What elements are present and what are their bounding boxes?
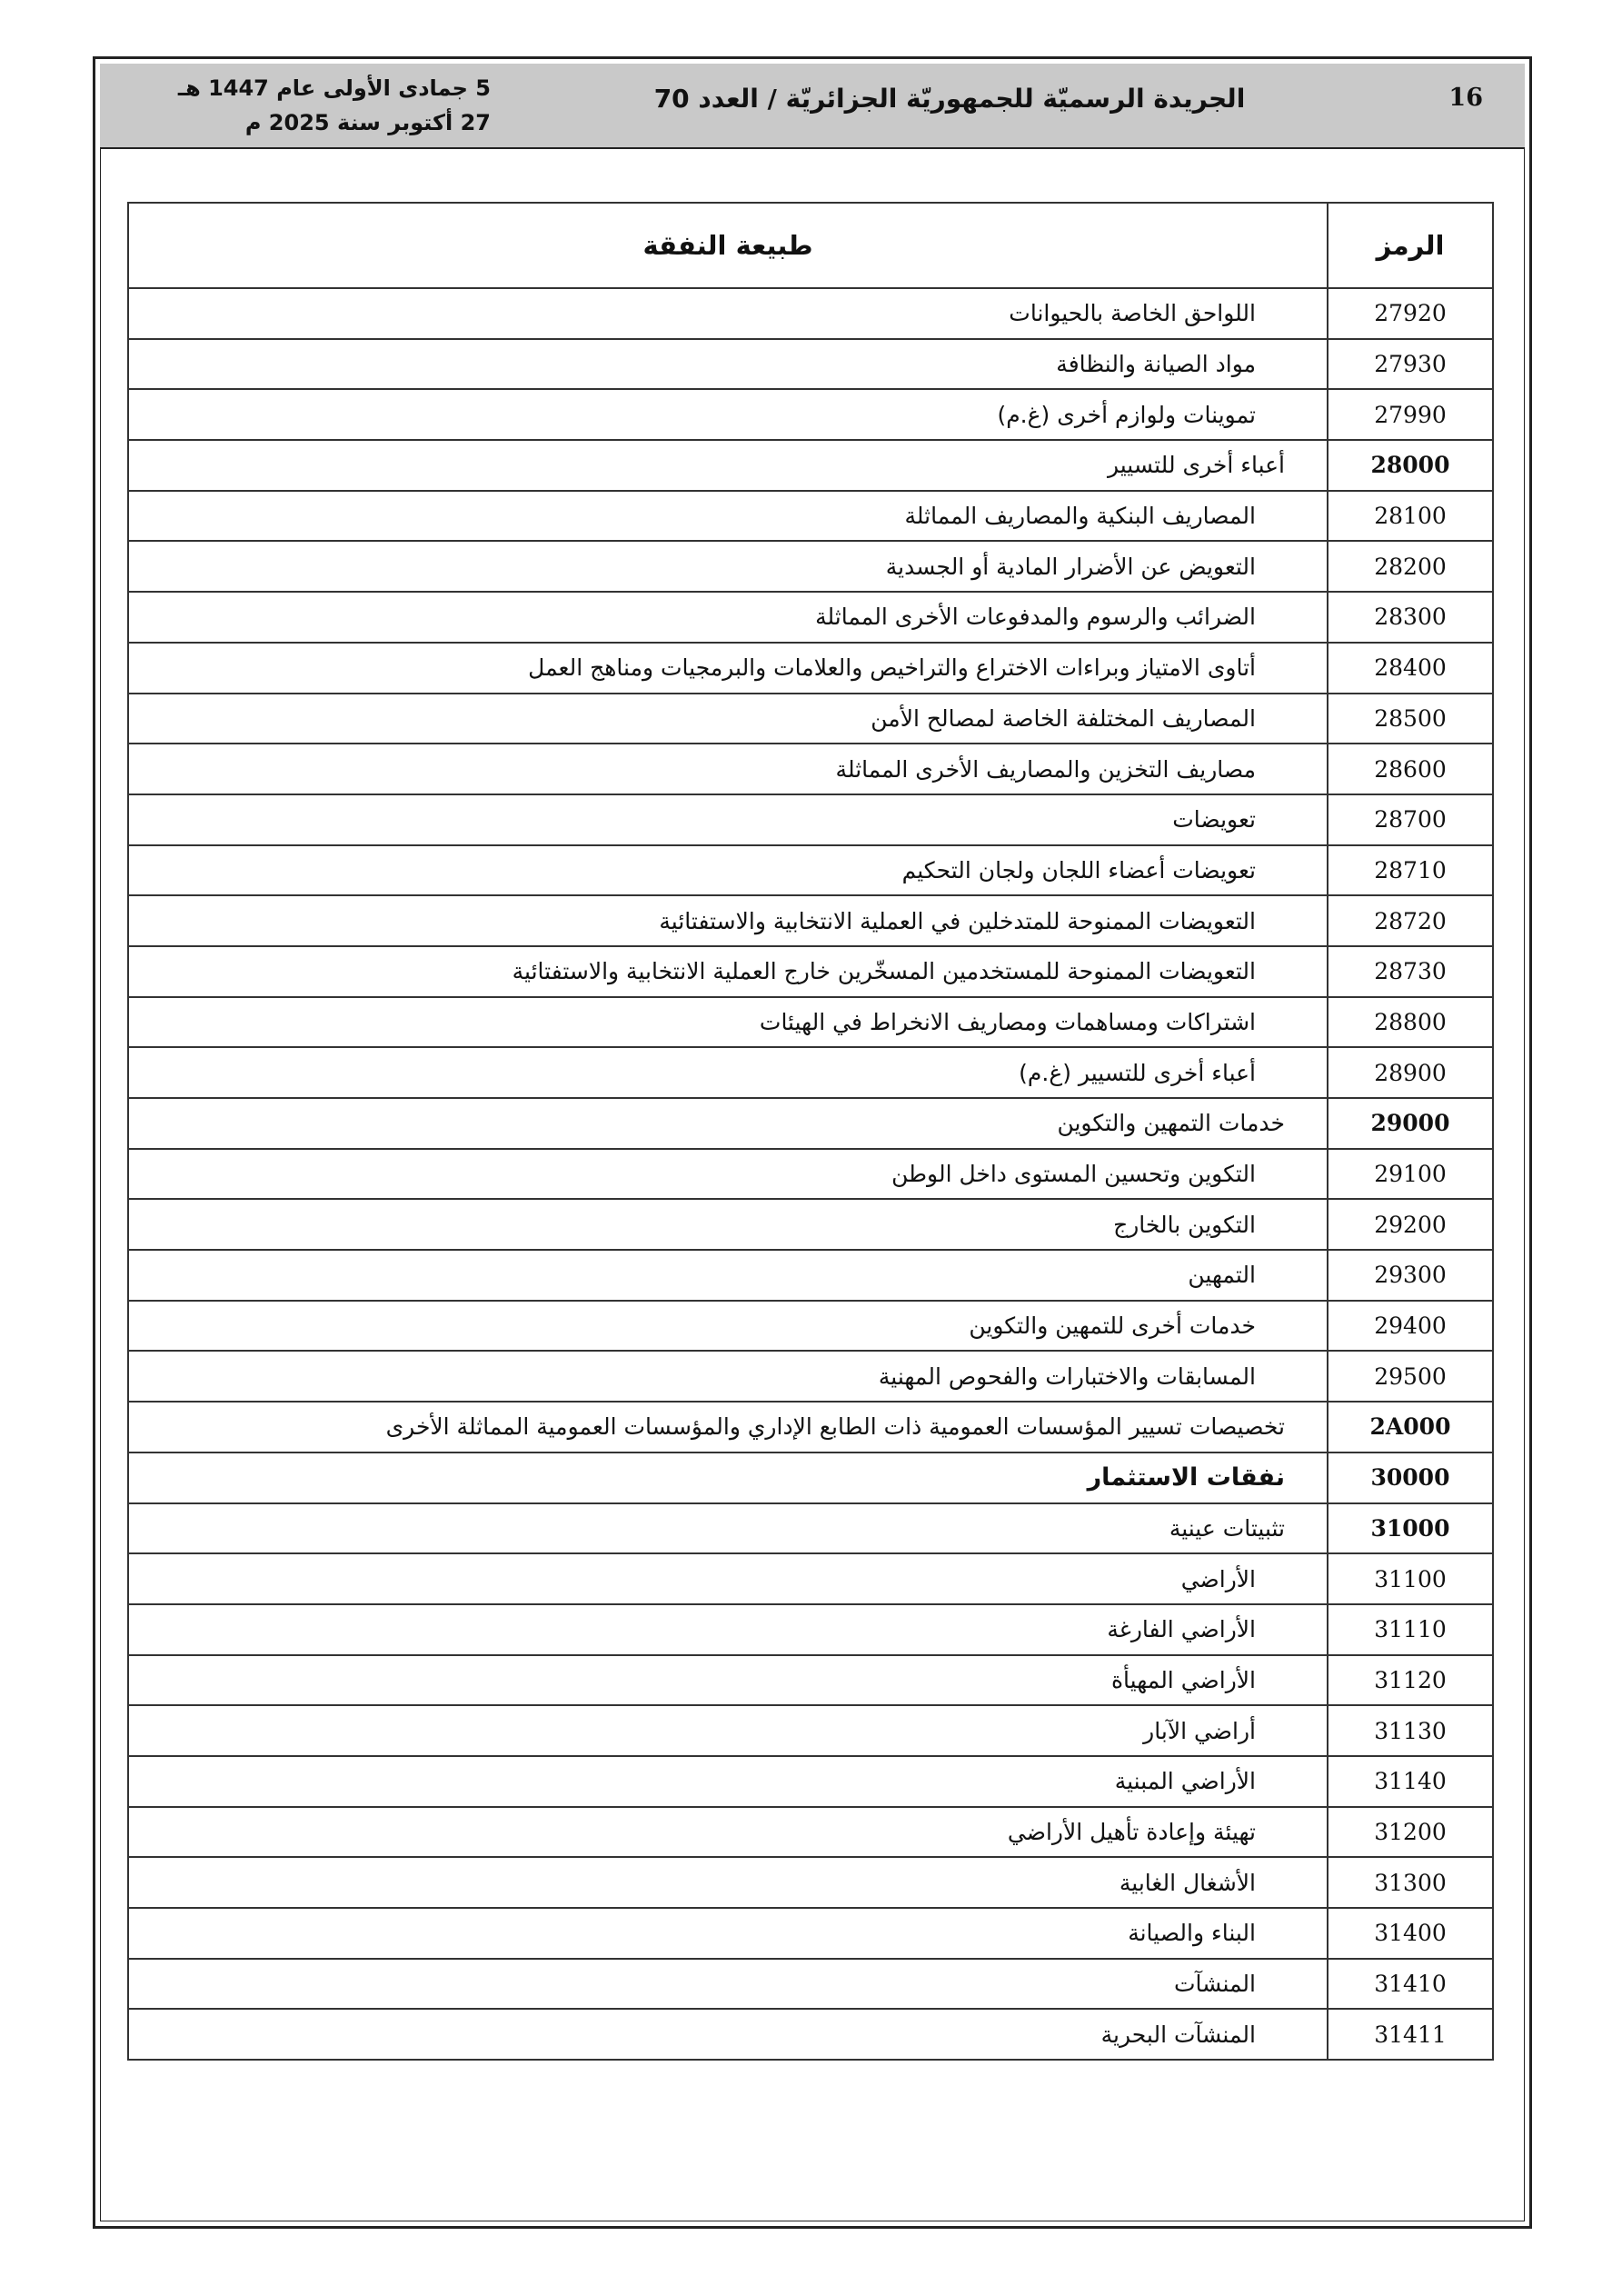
table-header-row: [128, 203, 1493, 288]
row-description: التكوين بالخارج: [128, 1199, 1328, 1250]
table-row: [128, 997, 1493, 1048]
row-code: 27930: [1328, 339, 1493, 390]
table-row: [128, 794, 1493, 845]
row-code: 28600: [1328, 744, 1493, 794]
row-code: 28200: [1328, 541, 1493, 592]
table-row: [128, 1452, 1493, 1503]
row-description: الأشغال الغابية: [128, 1857, 1328, 1908]
row-description: أعباء أخرى للتسيير: [128, 440, 1328, 491]
table-row: [128, 1908, 1493, 1959]
row-code: 28800: [1328, 997, 1493, 1048]
row-code: 2A000: [1328, 1402, 1493, 1452]
table-row: [128, 1149, 1493, 1200]
row-description: الضرائب والرسوم والمدفوعات الأخرى المماثلة: [128, 592, 1328, 643]
row-code: 27990: [1328, 389, 1493, 440]
row-description: أتاوى الامتياز وبراءات الاختراع والتراخيص والعلامات والبرمجيات ومناهج العمل: [128, 643, 1328, 694]
row-code: 28700: [1328, 794, 1493, 845]
table-row: [128, 1402, 1493, 1452]
row-code: 31100: [1328, 1553, 1493, 1604]
table-row: [128, 643, 1493, 694]
table-row: [128, 1655, 1493, 1706]
table-row: [128, 1604, 1493, 1655]
row-code: 31000: [1328, 1503, 1493, 1554]
table-row: [128, 694, 1493, 744]
row-code: 29300: [1328, 1250, 1493, 1301]
table-row: [128, 2009, 1493, 2060]
row-description: تخصيصات تسيير المؤسسات العمومية ذات الطابع الإداري والمؤسسات العمومية المماثلة الأخرى: [128, 1402, 1328, 1452]
row-description: مصاريف التخزين والمصاريف الأخرى المماثلة: [128, 744, 1328, 794]
row-description: المصاريف المختلفة الخاصة لمصالح الأمن: [128, 694, 1328, 744]
row-code: 31400: [1328, 1908, 1493, 1959]
row-code: 31130: [1328, 1705, 1493, 1756]
table-row: [128, 1250, 1493, 1301]
row-description: خدمات التمهين والتكوين: [128, 1098, 1328, 1149]
row-description: المصاريف البنكية والمصاريف المماثلة: [128, 491, 1328, 542]
table-row: [128, 744, 1493, 794]
table-row: [128, 1705, 1493, 1756]
row-description: الأراضي: [128, 1553, 1328, 1604]
row-description: تثبيتات عينية: [128, 1503, 1328, 1554]
row-description: اللواحق الخاصة بالحيوانات: [128, 288, 1328, 339]
row-description: الأراضي الفارغة: [128, 1604, 1328, 1655]
row-code: 28730: [1328, 946, 1493, 997]
row-description: التكوين وتحسين المستوى داخل الوطن: [128, 1149, 1328, 1200]
table-row: [128, 1553, 1493, 1604]
date-hijri: 5 جمادى الأولى عام 1447 هـ: [177, 75, 491, 101]
row-code: 28400: [1328, 643, 1493, 694]
gazette-title: الجريدة الرسميّة للجمهوريّة الجزائريّة / العدد 70: [653, 84, 1246, 114]
table-row: [128, 1098, 1493, 1149]
row-description: تموينات ولوازم أخرى (غ.م): [128, 389, 1328, 440]
table-row: [128, 389, 1493, 440]
row-description: الأراضي المهيأة: [128, 1655, 1328, 1706]
row-code: 28710: [1328, 845, 1493, 896]
table-row: [128, 1857, 1493, 1908]
table-row: [128, 946, 1493, 997]
table-row: [128, 440, 1493, 491]
row-code: 27920: [1328, 288, 1493, 339]
row-description: تعويضات: [128, 794, 1328, 845]
table-row: [128, 1503, 1493, 1554]
expenditure-table: [127, 202, 1494, 2061]
table-row: [128, 1807, 1493, 1858]
row-code: 29400: [1328, 1301, 1493, 1352]
row-description: أراضي الآبار: [128, 1705, 1328, 1756]
table-row: [128, 1351, 1493, 1402]
row-code: 31200: [1328, 1807, 1493, 1858]
row-description: المنشآت: [128, 1959, 1328, 2010]
row-description: نفقات الاستثمار: [128, 1452, 1328, 1503]
row-code: 28720: [1328, 895, 1493, 946]
page-header: [100, 64, 1525, 149]
table-row: [128, 1199, 1493, 1250]
row-description: التعويض عن الأضرار المادية أو الجسدية: [128, 541, 1328, 592]
row-code: 28100: [1328, 491, 1493, 542]
row-description: خدمات أخرى للتمهين والتكوين: [128, 1301, 1328, 1352]
column-header-description: طبيعة النفقة: [128, 203, 1328, 288]
row-description: التعويضات الممنوحة للمتدخلين في العملية الانتخابية والاستفتائية: [128, 895, 1328, 946]
row-code: 28900: [1328, 1047, 1493, 1098]
row-description: أعباء أخرى للتسيير (غ.م): [128, 1047, 1328, 1098]
table-row: [128, 288, 1493, 339]
table-row: [128, 895, 1493, 946]
row-code: 30000: [1328, 1452, 1493, 1503]
row-description: الأراضي المبنية: [128, 1756, 1328, 1807]
row-description: تهيئة وإعادة تأهيل الأراضي: [128, 1807, 1328, 1858]
table-row: [128, 1756, 1493, 1807]
table-row: [128, 592, 1493, 643]
row-code: 29100: [1328, 1149, 1493, 1200]
row-description: البناء والصيانة: [128, 1908, 1328, 1959]
date-gregorian: 27 أكتوبر سنة 2025 م: [244, 110, 491, 135]
row-description: تعويضات أعضاء اللجان ولجان التحكيم: [128, 845, 1328, 896]
row-code: 31300: [1328, 1857, 1493, 1908]
row-description: اشتراكات ومساهمات ومصاريف الانخراط في الهيئات: [128, 997, 1328, 1048]
row-description: المنشآت البحرية: [128, 2009, 1328, 2060]
row-code: 31411: [1328, 2009, 1493, 2060]
table-row: [128, 845, 1493, 896]
row-code: 29500: [1328, 1351, 1493, 1402]
row-code: 31120: [1328, 1655, 1493, 1706]
row-code: 31110: [1328, 1604, 1493, 1655]
row-code: 31140: [1328, 1756, 1493, 1807]
row-code: 28300: [1328, 592, 1493, 643]
row-description: التعويضات الممنوحة للمستخدمين المسخّرين خارج العملية الانتخابية والاستفتائية: [128, 946, 1328, 997]
table-row: [128, 1959, 1493, 2010]
issue-date: [127, 71, 491, 140]
row-description: المسابقات والاختبارات والفحوص المهنية: [128, 1351, 1328, 1402]
row-code: 28500: [1328, 694, 1493, 744]
row-code: 31410: [1328, 1959, 1493, 2010]
page-number: 16: [1448, 84, 1483, 112]
table-row: [128, 1047, 1493, 1098]
row-description: مواد الصيانة والنظافة: [128, 339, 1328, 390]
table-row: [128, 541, 1493, 592]
row-code: 28000: [1328, 440, 1493, 491]
row-code: 29000: [1328, 1098, 1493, 1149]
table-row: [128, 339, 1493, 390]
table-row: [128, 491, 1493, 542]
table-row: [128, 1301, 1493, 1352]
row-code: 29200: [1328, 1199, 1493, 1250]
row-description: التمهين: [128, 1250, 1328, 1301]
column-header-code: الرمز: [1328, 203, 1493, 288]
